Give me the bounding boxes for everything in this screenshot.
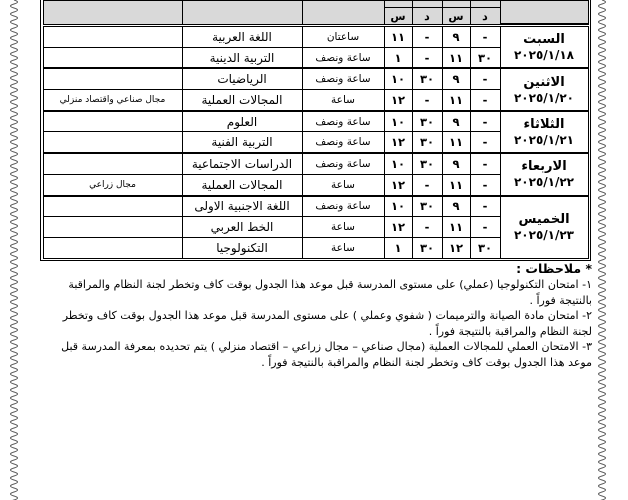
minute-label: د — [471, 7, 500, 24]
day-name: الثلاثاء — [523, 116, 565, 132]
start-minute-cell: - — [470, 68, 500, 89]
end-minute-cell: ٣٠ — [412, 111, 442, 132]
subject-cell: التربية الدينية — [182, 47, 302, 68]
end-minute-cell: - — [412, 26, 442, 48]
duration-cell: ساعة — [302, 237, 384, 258]
end-minute-cell: - — [412, 174, 442, 195]
exam-schedule-table — [40, 0, 591, 261]
start-hour-cell: ٩ — [442, 26, 470, 48]
day-date: ٢٠٢٥/١/٢٣ — [513, 228, 575, 243]
day-name: السبت — [523, 32, 565, 48]
start-minute-cell: ٣٠ — [470, 237, 500, 258]
table-row — [43, 68, 588, 89]
header-branch-column — [43, 1, 182, 26]
day-name: الاثنين — [523, 74, 565, 90]
header-start-hour — [442, 1, 470, 26]
start-hour-cell: ١١ — [442, 174, 470, 195]
start-hour-cell: ٩ — [442, 111, 470, 132]
header-day-column — [500, 1, 588, 26]
duration-cell: ساعة ونصف — [302, 153, 384, 174]
note-item: ٢- امتحان مادة الصيانة والترميمات ( شفوي وعملي ) على مستوى المدرسة قبل موعد هذا الجدول بوقت كاف وتخطر لجنة النظام والمراقبة بالنتيجة فوراً . — [62, 309, 592, 338]
branch-cell — [43, 47, 182, 68]
schedule-grid — [43, 0, 589, 259]
branch-cell — [43, 111, 182, 132]
notes-title: * ملاحظات : — [516, 261, 592, 276]
duration-cell: ساعة ونصف — [302, 196, 384, 217]
table-row — [43, 196, 588, 217]
start-hour-cell: ١١ — [442, 90, 470, 111]
decorative-border-left-icon — [6, 0, 22, 500]
notes-section — [56, 260, 592, 370]
start-hour-cell: ١١ — [442, 132, 470, 153]
subject-cell: الخط العربي — [182, 217, 302, 238]
subject-cell: المجالات العملية — [182, 174, 302, 195]
end-minute-cell: - — [412, 90, 442, 111]
end-hour-cell: ١٠ — [384, 196, 412, 217]
branch-cell: مجال صناعي واقتصاد منزلي — [43, 90, 182, 111]
day-name: الاربعاء — [521, 159, 567, 175]
subject-cell: الرياضيات — [182, 68, 302, 89]
start-minute-cell: - — [470, 196, 500, 217]
note-item: ١- امتحان التكنولوجيا (عملي) على مستوى المدرسة قبل موعد هذا الجدول بوقت كاف وتخطر لجنة النظام والمراقبة بالنتيجة فوراً . — [68, 278, 592, 307]
day-cell — [500, 68, 588, 110]
start-minute-cell: - — [470, 111, 500, 132]
day-cell — [500, 196, 588, 259]
day-date: ٢٠٢٥/١/١٨ — [513, 48, 575, 63]
end-hour-cell: ١٢ — [384, 174, 412, 195]
subject-cell: التربية الفنية — [182, 132, 302, 153]
header-duration-column — [302, 1, 384, 26]
header-start-minute — [470, 1, 500, 26]
end-hour-cell: ١٢ — [384, 90, 412, 111]
duration-cell: ساعة — [302, 174, 384, 195]
end-minute-cell: ٣٠ — [412, 196, 442, 217]
header-end-minute — [412, 1, 442, 26]
end-hour-cell: ١١ — [384, 26, 412, 48]
start-hour-cell: ١١ — [442, 217, 470, 238]
decorative-border-right-icon — [594, 0, 610, 500]
day-cell — [500, 111, 588, 153]
end-minute-cell: ٣٠ — [412, 68, 442, 89]
branch-cell — [43, 26, 182, 48]
day-date: ٢٠٢٥/١/٢١ — [513, 132, 575, 147]
day-date: ٢٠٢٥/١/٢٢ — [513, 175, 575, 190]
start-minute-cell: - — [470, 174, 500, 195]
duration-cell: ساعة ونصف — [302, 132, 384, 153]
subject-cell: المجالات العملية — [182, 90, 302, 111]
duration-cell: ساعة — [302, 217, 384, 238]
day-name: الخميس — [518, 212, 570, 228]
branch-cell: مجال زراعي — [43, 174, 182, 195]
header-subject-column — [182, 1, 302, 26]
end-minute-cell: - — [412, 217, 442, 238]
start-minute-cell: - — [470, 90, 500, 111]
end-hour-cell: ١ — [384, 47, 412, 68]
end-hour-cell: ١٢ — [384, 132, 412, 153]
duration-cell: ساعة ونصف — [302, 68, 384, 89]
branch-cell — [43, 153, 182, 174]
header-day-divider — [501, 12, 588, 24]
start-minute-cell: - — [470, 153, 500, 174]
end-hour-cell: ١٠ — [384, 111, 412, 132]
end-minute-cell: ٣٠ — [412, 153, 442, 174]
hour-label: س — [443, 7, 470, 24]
duration-cell: ساعة ونصف — [302, 111, 384, 132]
subject-cell: اللغة العربية — [182, 26, 302, 48]
end-hour-cell: ١٠ — [384, 153, 412, 174]
branch-cell — [43, 237, 182, 258]
start-minute-cell: - — [470, 132, 500, 153]
table-row — [43, 26, 588, 48]
start-hour-cell: ٩ — [442, 153, 470, 174]
duration-cell: ساعة ونصف — [302, 47, 384, 68]
end-hour-cell: ١٠ — [384, 68, 412, 89]
hour-label: س — [385, 7, 412, 24]
start-minute-cell: - — [470, 217, 500, 238]
duration-cell: ساعة — [302, 90, 384, 111]
start-hour-cell: ٩ — [442, 196, 470, 217]
table-header-row — [43, 1, 588, 26]
subject-cell: العلوم — [182, 111, 302, 132]
duration-cell: ساعتان — [302, 26, 384, 48]
day-date: ٢٠٢٥/١/٢٠ — [513, 90, 575, 105]
table-row — [43, 111, 588, 132]
day-cell — [500, 153, 588, 195]
branch-cell — [43, 196, 182, 217]
subject-cell: التكنولوجيا — [182, 237, 302, 258]
end-minute-cell: ٣٠ — [412, 132, 442, 153]
start-minute-cell: ٣٠ — [470, 47, 500, 68]
subject-cell: الدراسات الاجتماعية — [182, 153, 302, 174]
start-hour-cell: ١٢ — [442, 237, 470, 258]
end-hour-cell: ١ — [384, 237, 412, 258]
start-minute-cell: - — [470, 26, 500, 48]
note-item: ٣- الامتحان العملي للمجالات العملية (مجال صناعي – مجال زراعي – اقتصاد منزلي ) يتم تحديده بمعرفة المدرسة قبل موعد هذا الجدول بوقت كاف وتخطر لجنة النظام والمراقبة بالنتيجة فوراً . — [61, 340, 592, 369]
end-minute-cell: ٣٠ — [412, 237, 442, 258]
branch-cell — [43, 132, 182, 153]
end-minute-cell: - — [412, 47, 442, 68]
branch-cell — [43, 68, 182, 89]
header-end-hour — [384, 1, 412, 26]
start-hour-cell: ١١ — [442, 47, 470, 68]
subject-cell: اللغة الاجنبية الاولى — [182, 196, 302, 217]
minute-label: د — [413, 7, 442, 24]
table-row — [43, 153, 588, 174]
end-hour-cell: ١٢ — [384, 217, 412, 238]
day-cell — [500, 26, 588, 69]
branch-cell — [43, 217, 182, 238]
start-hour-cell: ٩ — [442, 68, 470, 89]
